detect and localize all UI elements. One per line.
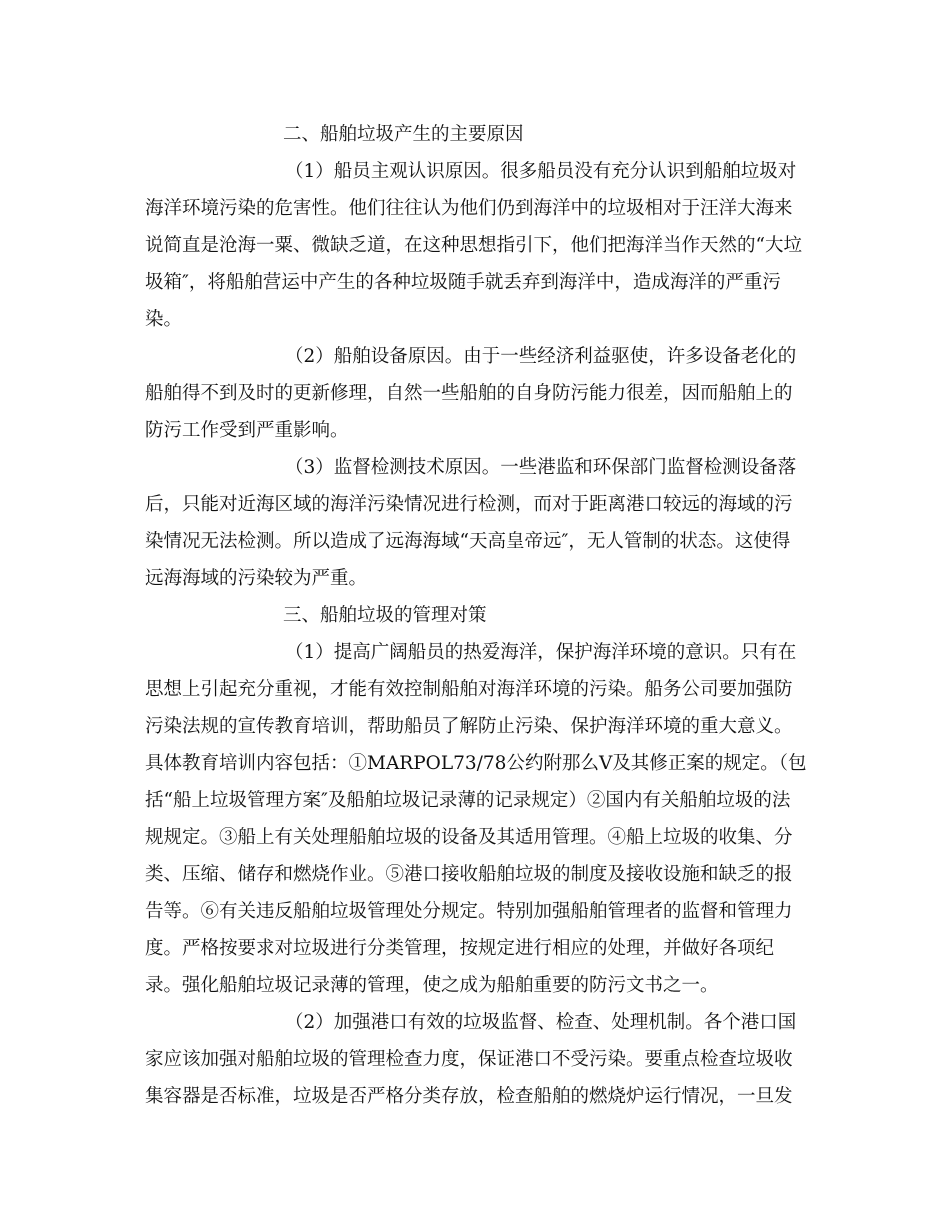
paragraph-line: 具体教育培训内容包括：①MARPOL73/78公约附那么Ⅴ及其修正案的规定。（包 <box>145 753 807 774</box>
paragraph-line: 括“船上垃圾管理方案″及船舶垃圾记录薄的记录规定）②国内有关船舶垃圾的法 <box>145 790 791 811</box>
paragraph-line: 度。严格按要求对垃圾进行分类管理，按规定进行相应的处理，并做好各项纪 <box>145 938 775 959</box>
paragraph-line: 防污工作受到严重影响。 <box>145 420 349 441</box>
paragraph-line: （2）船舶设备原因。由于一些经济利益驱使，许多设备老化的 <box>285 346 797 367</box>
paragraph-line: （2）加强港口有效的垃圾监督、检查、处理机制。各个港口国 <box>285 1012 797 1033</box>
paragraph-line: （3）监督检测技术原因。一些港监和环保部门监督检测设备落 <box>285 457 797 478</box>
paragraph-line: 录。强化船舶垃圾记录薄的管理，使之成为船舶重要的防污文书之一。 <box>145 975 719 996</box>
paragraph-line: 类、压缩、储存和燃烧作业。⑤港口接收船舶垃圾的制度及接收设施和缺乏的报 <box>145 864 793 885</box>
paragraph-line: 污染法规的宣传教育培训，帮助船员了解防止污染、保护海洋环境的重大意义。 <box>145 716 793 737</box>
section-heading: 三、船舶垃圾的管理对策 <box>283 605 487 626</box>
paragraph-line: 远海海域的污染较为严重。 <box>145 568 368 589</box>
paragraph-line: 染。 <box>145 309 183 330</box>
paragraph-line: 染情况无法检测。所以造成了远海海域“天高皇帝远″，无人管制的状态。这使得 <box>145 531 791 552</box>
paragraph-line: 船舶得不到及时的更新修理，自然一些船舶的自身防污能力很差，因而船舶上的 <box>145 383 793 404</box>
paragraph-line: 规规定。③船上有关处理船舶垃圾的设备及其适用管理。④船上垃圾的收集、分 <box>145 827 793 848</box>
paragraph-line: 思想上引起充分重视，才能有效控制船舶对海洋环境的污染。船务公司要加强防 <box>145 679 793 700</box>
paragraph-line: 圾箱″，将船舶营运中产生的各种垃圾随手就丢弃到海洋中，造成海洋的严重污 <box>145 272 781 293</box>
section-heading: 二、船舶垃圾产生的主要原因 <box>283 124 524 145</box>
paragraph-line: 说简直是沧海一粟、微缺乏道，在这种思想指引下，他们把海洋当作天然的“大垃 <box>145 235 802 256</box>
paragraph-line: 海洋环境污染的危害性。他们往往认为他们仍到海洋中的垃圾相对于汪洋大海来 <box>145 198 793 219</box>
paragraph-line: 告等。⑥有关违反船舶垃圾管理处分规定。特别加强船舶管理者的监督和管理力 <box>145 901 793 922</box>
paragraph-line: 后，只能对近海区域的海洋污染情况进行检测，而对于距离港口较远的海域的污 <box>145 494 793 515</box>
paragraph-line: 集容器是否标准，垃圾是否严格分类存放，检查船舶的燃烧炉运行情况，一旦发 <box>145 1086 793 1107</box>
paragraph-line: 家应该加强对船舶垃圾的管理检查力度，保证港口不受污染。要重点检查垃圾收 <box>145 1049 793 1070</box>
document-body <box>145 116 807 1115</box>
paragraph-line: （1）提高广阔船员的热爱海洋，保护海洋环境的意识。只有在 <box>285 642 797 663</box>
paragraph-line: （1）船员主观认识原因。很多船员没有充分认识到船舶垃圾对 <box>285 161 797 182</box>
